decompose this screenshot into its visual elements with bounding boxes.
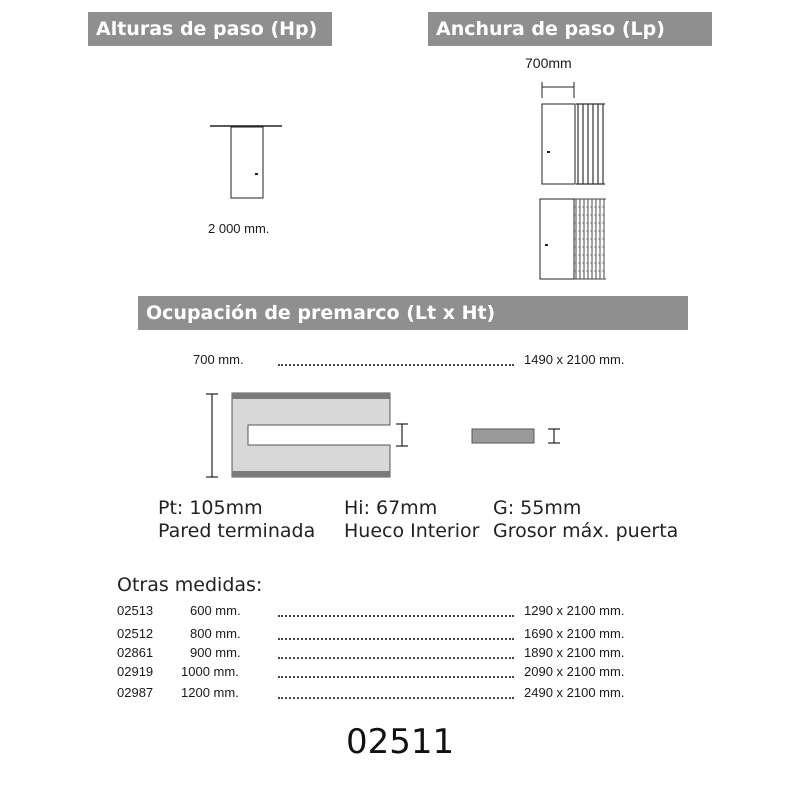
size-code: 02987	[117, 685, 154, 700]
size-code: 02513	[117, 603, 154, 618]
size-dimensions: 2090 x 2100 mm.	[524, 664, 625, 679]
g-value: G: 55mm	[493, 497, 582, 519]
size-code: 02512	[117, 626, 154, 641]
dotted-leader	[278, 638, 514, 640]
dotted-leader	[278, 615, 514, 617]
size-width: 1200 mm.	[181, 685, 239, 700]
dotted-leader	[278, 657, 514, 659]
section-title-width: Anchura de paso (Lp)	[428, 12, 712, 46]
section-title-heights: Alturas de paso (Hp)	[88, 12, 332, 46]
frame-size-value: 1490 x 2100 mm.	[524, 352, 625, 367]
section-title-frame: Ocupación de premarco (Lt x Ht)	[138, 296, 688, 330]
product-code: 02511	[346, 722, 455, 762]
pt-value: Pt: 105mm	[158, 497, 263, 519]
size-code: 02919	[117, 664, 154, 679]
size-width: 900 mm.	[190, 645, 241, 660]
pt-desc: Pared terminada	[158, 520, 316, 542]
size-width: 1000 mm.	[181, 664, 239, 679]
frame-width-value: 700 mm.	[193, 352, 244, 367]
door-height-label: 2 000 mm.	[208, 221, 270, 236]
other-sizes-title: Otras medidas:	[117, 574, 263, 596]
dotted-leader	[278, 697, 514, 699]
dotted-leader	[278, 676, 514, 678]
size-dimensions: 1290 x 2100 mm.	[524, 603, 625, 618]
hi-desc: Hueco Interior	[344, 520, 480, 542]
size-dimensions: 1890 x 2100 mm.	[524, 645, 625, 660]
size-dimensions: 1690 x 2100 mm.	[524, 626, 625, 641]
size-width: 600 mm.	[190, 603, 241, 618]
size-code: 02861	[117, 645, 154, 660]
g-desc: Grosor máx. puerta	[493, 520, 679, 542]
size-dimensions: 2490 x 2100 mm.	[524, 685, 625, 700]
size-width: 800 mm.	[190, 626, 241, 641]
door-width-label: 700mm	[525, 55, 572, 71]
hi-value: Hi: 67mm	[344, 497, 438, 519]
